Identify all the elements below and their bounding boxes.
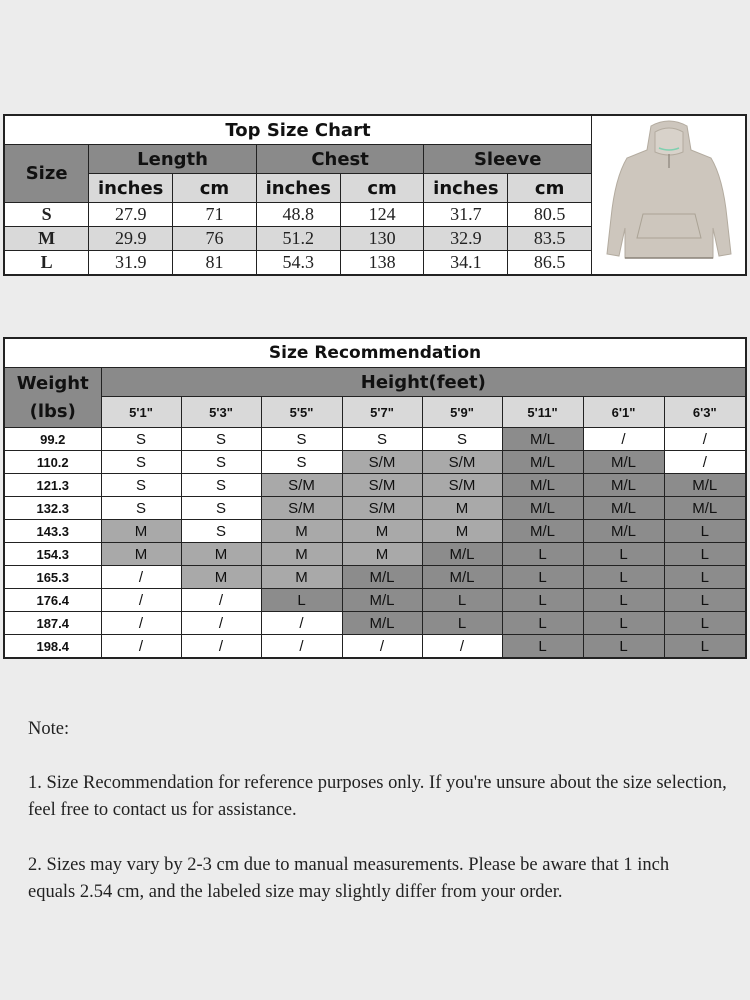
size-recommendation-cell: L: [583, 612, 664, 635]
height-row: [4, 397, 746, 428]
size-label: S: [4, 203, 89, 227]
size-recommendation-cell: L: [664, 543, 746, 566]
measure-cell: 51.2: [256, 227, 340, 251]
hoodie-image: [599, 118, 739, 268]
size-recommendation-cell: M/L: [664, 497, 746, 520]
size-recommendation-cell: L: [583, 589, 664, 612]
measure-cell: 130: [340, 227, 424, 251]
size-label: M: [4, 227, 89, 251]
weight-row: [4, 566, 746, 589]
size-recommendation-cell: S/M: [261, 497, 342, 520]
measure-cell: 124: [340, 203, 424, 227]
top-chart-title: Top Size Chart: [4, 115, 592, 145]
size-recommendation-cell: M/L: [664, 474, 746, 497]
size-recommendation-cell: M: [101, 543, 181, 566]
size-recommendation-cell: S: [181, 451, 261, 474]
size-recommendation-cell: S: [181, 497, 261, 520]
size-recommendation-cell: L: [502, 635, 583, 659]
measure-cell: 86.5: [508, 251, 592, 276]
size-recommendation-cell: L: [664, 520, 746, 543]
size-recommendation-cell: M/L: [502, 474, 583, 497]
measure-cell: 29.9: [89, 227, 173, 251]
weight-label: 143.3: [4, 520, 101, 543]
size-recommendation-cell: S: [422, 428, 502, 451]
size-recommendation-cell: M: [261, 520, 342, 543]
weight-row: [4, 612, 746, 635]
weight-label: 198.4: [4, 635, 101, 659]
size-recommendation-cell: M: [342, 520, 422, 543]
size-recommendation-cell: M/L: [342, 566, 422, 589]
size-recommendation-cell: L: [261, 589, 342, 612]
height-label: 5'3": [181, 397, 261, 428]
measure-cell: 81: [173, 251, 257, 276]
weight-label: 132.3: [4, 497, 101, 520]
unit-header: cm: [508, 174, 592, 203]
length-header: Length: [89, 145, 257, 174]
size-label: L: [4, 251, 89, 276]
unit-header: inches: [89, 174, 173, 203]
weight-row: [4, 589, 746, 612]
size-recommendation-cell: L: [664, 612, 746, 635]
size-recommendation-cell: /: [342, 635, 422, 659]
size-recommendation-cell: L: [502, 543, 583, 566]
size-recommendation-cell: M/L: [422, 566, 502, 589]
size-recommendation-cell: /: [422, 635, 502, 659]
size-recommendation-cell: /: [181, 612, 261, 635]
size-recommendation-cell: L: [583, 566, 664, 589]
size-recommendation-cell: L: [664, 635, 746, 659]
size-recommendation-cell: M: [422, 497, 502, 520]
weight-label: 121.3: [4, 474, 101, 497]
size-recommendation-cell: M/L: [502, 497, 583, 520]
size-recommendation-cell: M/L: [422, 543, 502, 566]
size-recommendation-cell: S: [181, 520, 261, 543]
size-recommendation-cell: L: [664, 566, 746, 589]
size-recommendation-cell: L: [422, 589, 502, 612]
size-recommendation-cell: M/L: [583, 474, 664, 497]
measure-cell: 54.3: [256, 251, 340, 276]
weight-header: [4, 368, 101, 428]
weight-row: [4, 543, 746, 566]
size-recommendation-cell: S/M: [261, 474, 342, 497]
size-recommendation-cell: M/L: [342, 612, 422, 635]
size-header: Size: [4, 145, 89, 203]
size-recommendation-table: [3, 337, 747, 659]
size-recommendation-cell: S/M: [422, 474, 502, 497]
size-recommendation-cell: L: [502, 589, 583, 612]
size-recommendation-cell: S: [261, 428, 342, 451]
size-recommendation-cell: L: [502, 612, 583, 635]
product-image-cell: [592, 115, 747, 275]
weight-label: 165.3: [4, 566, 101, 589]
weight-label: 99.2: [4, 428, 101, 451]
size-recommendation-cell: S: [181, 428, 261, 451]
height-label: 5'7": [342, 397, 422, 428]
weight-label: 187.4: [4, 612, 101, 635]
measure-cell: 34.1: [424, 251, 508, 276]
measure-cell: 31.7: [424, 203, 508, 227]
size-recommendation-cell: /: [261, 612, 342, 635]
measure-cell: 83.5: [508, 227, 592, 251]
size-recommendation-cell: /: [101, 566, 181, 589]
measure-cell: 138: [340, 251, 424, 276]
measure-cell: 27.9: [89, 203, 173, 227]
measure-cell: 31.9: [89, 251, 173, 276]
size-recommendation-cell: /: [181, 635, 261, 659]
size-recommendation-cell: /: [101, 635, 181, 659]
size-recommendation-cell: /: [664, 428, 746, 451]
size-recommendation-cell: M: [261, 566, 342, 589]
sleeve-header: Sleeve: [424, 145, 592, 174]
size-recommendation-cell: L: [583, 635, 664, 659]
size-recommendation-cell: M/L: [583, 497, 664, 520]
size-recommendation-cell: S/M: [342, 474, 422, 497]
size-recommendation-cell: S: [181, 474, 261, 497]
weight-row: [4, 520, 746, 543]
height-label: 5'1": [101, 397, 181, 428]
size-recommendation-cell: S: [101, 497, 181, 520]
height-label: 6'3": [664, 397, 746, 428]
size-recommendation-cell: M: [181, 566, 261, 589]
measure-cell: 48.8: [256, 203, 340, 227]
size-recommendation-cell: S: [261, 451, 342, 474]
height-header: Height(feet): [101, 368, 746, 397]
measure-cell: 71: [173, 203, 257, 227]
size-recommendation-cell: /: [664, 451, 746, 474]
size-recommendation-cell: M/L: [502, 520, 583, 543]
size-recommendation-cell: M: [261, 543, 342, 566]
size-recommendation-cell: M: [342, 543, 422, 566]
chest-header: Chest: [256, 145, 424, 174]
height-label: 5'5": [261, 397, 342, 428]
unit-header: cm: [340, 174, 424, 203]
note-item-2: 2. Sizes may vary by 2-3 cm due to manual measurements. Please be aware that 1 inch equals 2.54 cm, and the labeled size may slightly differ from your order.: [28, 855, 670, 902]
size-recommendation-cell: M: [181, 543, 261, 566]
measure-cell: 76: [173, 227, 257, 251]
weight-row: [4, 635, 746, 659]
size-recommendation-cell: M/L: [342, 589, 422, 612]
size-recommendation-cell: S/M: [342, 451, 422, 474]
size-recommendation-cell: /: [101, 612, 181, 635]
weight-header-line2: (lbs): [29, 400, 76, 422]
size-recommendation-cell: M: [101, 520, 181, 543]
unit-header: inches: [256, 174, 340, 203]
height-label: 5'9": [422, 397, 502, 428]
weight-label: 154.3: [4, 543, 101, 566]
weight-header-line1: Weight: [16, 372, 89, 394]
size-recommendation-cell: L: [502, 566, 583, 589]
size-recommendation-cell: M: [422, 520, 502, 543]
size-recommendation-cell: /: [261, 635, 342, 659]
size-recommendation-cell: L: [422, 612, 502, 635]
size-recommendation-cell: S/M: [342, 497, 422, 520]
recommendation-body: [4, 428, 746, 659]
size-recommendation-cell: S: [101, 474, 181, 497]
size-recommendation-cell: M/L: [502, 451, 583, 474]
size-recommendation-cell: L: [583, 543, 664, 566]
note-item-1: 1. Size Recommendation for reference purposes only. If you're unsure about the size selection, feel free to contact us for assistance.: [28, 773, 727, 820]
recommendation-title: Size Recommendation: [4, 338, 746, 368]
size-recommendation-cell: L: [664, 589, 746, 612]
weight-row: [4, 428, 746, 451]
weight-label: 110.2: [4, 451, 101, 474]
size-recommendation-cell: /: [583, 428, 664, 451]
weight-row: [4, 474, 746, 497]
top-size-chart: [3, 114, 747, 276]
size-recommendation-cell: /: [181, 589, 261, 612]
size-recommendation-cell: S: [342, 428, 422, 451]
measure-cell: 80.5: [508, 203, 592, 227]
size-recommendation-cell: /: [101, 589, 181, 612]
height-label: 6'1": [583, 397, 664, 428]
size-recommendation-cell: S/M: [422, 451, 502, 474]
measure-cell: 32.9: [424, 227, 508, 251]
size-recommendation-cell: M/L: [583, 451, 664, 474]
unit-header: inches: [424, 174, 508, 203]
note-heading: Note:: [28, 719, 70, 739]
unit-header: cm: [173, 174, 257, 203]
height-label: 5'11": [502, 397, 583, 428]
weight-row: [4, 497, 746, 520]
size-recommendation-cell: S: [101, 428, 181, 451]
size-recommendation-cell: M/L: [502, 428, 583, 451]
size-recommendation-cell: S: [101, 451, 181, 474]
weight-label: 176.4: [4, 589, 101, 612]
size-recommendation-cell: M/L: [583, 520, 664, 543]
weight-row: [4, 451, 746, 474]
